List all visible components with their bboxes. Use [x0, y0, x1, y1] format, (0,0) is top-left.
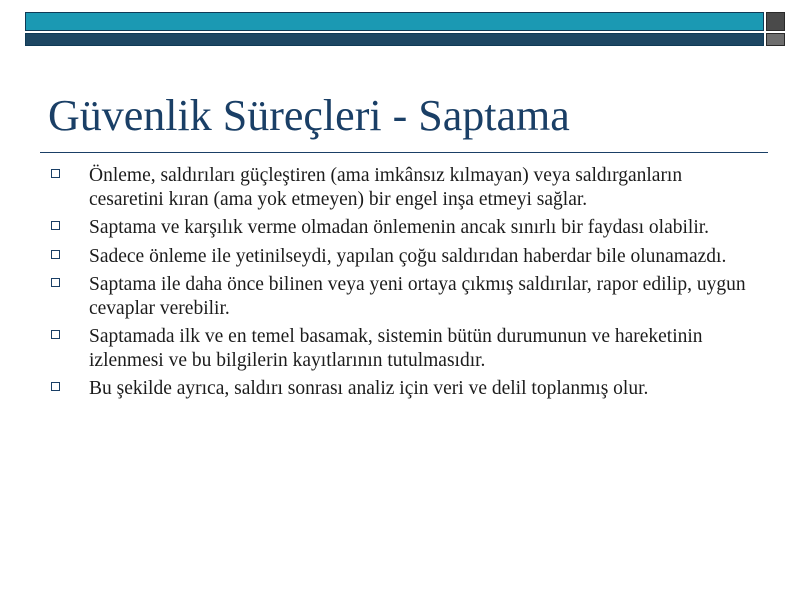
hollow-square-bullet-icon	[51, 330, 60, 339]
bullet-item	[48, 325, 760, 372]
slide-title: Güvenlik Süreçleri - Saptama	[48, 91, 570, 140]
bullet-item	[48, 245, 760, 269]
hollow-square-bullet-icon	[51, 382, 60, 391]
hollow-square-bullet-icon	[51, 169, 60, 178]
bullet-text: Sadece önleme ile yetinilseydi, yapılan çoğu saldırıdan haberdar bile olunamazdı.	[89, 245, 727, 267]
header-corner-block-top	[766, 12, 785, 31]
bullet-list	[48, 164, 760, 406]
bullet-text: Bu şekilde ayrıca, saldırı sonrası analiz için veri ve delil toplanmış olur.	[89, 378, 649, 399]
bullet-text: Önleme, saldırıları güçleştiren (ama imkânsız kılmayan) veya saldırganların cesaretini kıran (ama yok etmeyen) bir engel inşa etmeyi sağlar.	[89, 165, 683, 210]
bullet-text: Saptama ile daha önce bilinen veya yeni ortaya çıkmış saldırılar, rapor edilip, uygun cevaplar verebilir.	[89, 274, 746, 319]
hollow-square-bullet-icon	[51, 278, 60, 287]
hollow-square-bullet-icon	[51, 221, 60, 230]
bullet-item	[48, 273, 760, 320]
bullet-text: Saptama ve karşılık verme olmadan önlemenin ancak sınırlı bir faydası olabilir.	[89, 217, 710, 238]
bullet-item	[48, 377, 760, 401]
header-bar-top	[25, 12, 764, 31]
title-divider	[40, 152, 768, 153]
header-corner-block-bottom	[766, 33, 785, 46]
bullet-item	[48, 216, 760, 240]
hollow-square-bullet-icon	[51, 250, 60, 259]
header-bar-bottom	[25, 33, 764, 46]
bullet-text: Saptamada ilk ve en temel basamak, sistemin bütün durumunun ve hareketinin izlenmesi ve bu bilgilerin kayıtlarının tutulmasıdır.	[89, 326, 703, 371]
bullet-item	[48, 164, 760, 211]
